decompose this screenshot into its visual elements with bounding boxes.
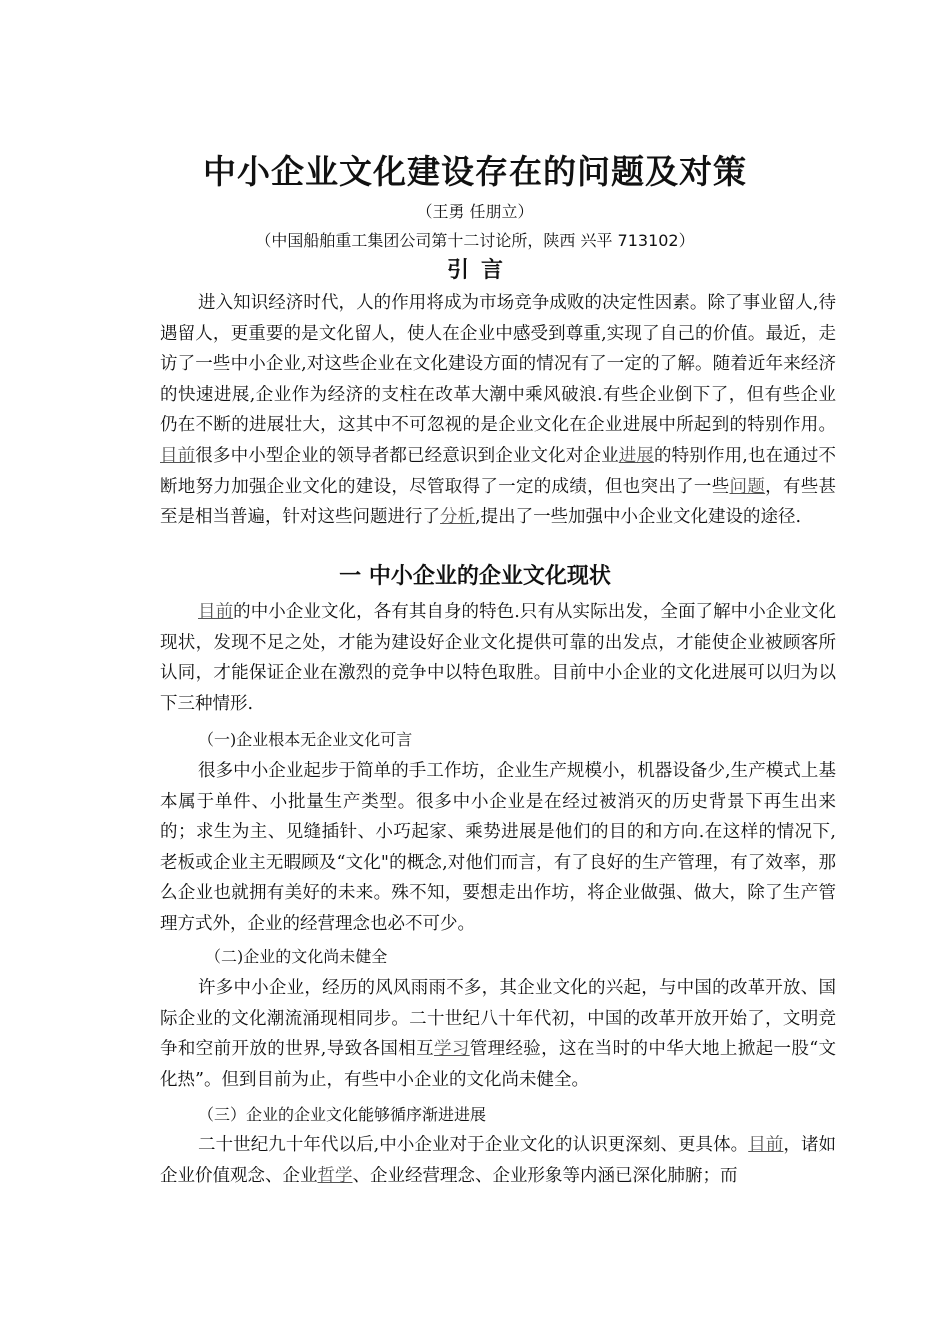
sub3-text-2: ，诸如企业价值观念、企业 [160,1135,837,1186]
sub2-text-1: 许多中小企业，经历的风风雨雨不多，其企业文化的兴起，与中国的改革开放、国际企业的文化潮流涌现相同步。二十世纪八十年代初，中国的改革开放开始了，文明竞争和空前开放的世界,导致各国相互 [160,978,836,1060]
sub3-text-3: 、企业经营理念、企业形象等内涵已深化肺腑；而 [352,1165,738,1186]
link-mu-qian-2[interactable]: 目前 [198,602,234,622]
subsection1-heading: （一)企业根本无企业文化可言 [198,730,413,749]
subsection1-paragraph: 很多中小企业起步于简单的手工作坊，企业生产规模小，机器设备少,生产模式上基本属于单件、小批量生产类型。很多中小企业是在经过被消灭的历史背景下再生出来的；求生为主、见缝插针、小巧起家、乘势进展是他们的目的和方向.在这样的情况下,老板或企业主无暇顾及“文化"的概念,对他们而言，有了良好的生产管理，有了效率，那么企业也就拥有美好的未来。殊不知，要想走出作坊，将企业做强、做大，除了生产管理方式外，企业的经营理念也必不可少。 [160,761,836,934]
document-title: 中小企业文化建设存在的问题及对策 [203,152,747,191]
intro-text-1: 进入知识经济时代，人的作用将成为市场竞争成败的决定性因素。除了事业留人,待遇留人，更重要的是文化留人，使人在企业中感受到尊重,实现了自己的价值。最近，走访了一些中小企业,对这些企业在文化建设方面的情况有了一定的了解。随着近年来经济的快速进展,企业作为经济的支柱在改革大潮中乘风破浪.有些企业倒下了，但有些企业仍在不断的进展壮大，这其中不可忽视的是企业文化在企业进展中所起到的特别作用。 [160,293,836,436]
intro-text-4: ，有些甚至是相当普遍，针对这些问题进行了 [160,476,837,528]
authors-line: （王勇 任朋立） [416,202,534,221]
intro-paragraph [160,288,836,533]
link-xue-xi[interactable]: 学习 [433,1039,470,1060]
link-jin-zhan[interactable]: 进展 [618,445,655,466]
sub3-text-1: 二十世纪九十年代以后,中小企业对于企业文化的认识更深刻、更具体。 [198,1135,749,1155]
sub2-text-2: 管理经验，这在当时的中华大地上掀起一股“文化热”。但到目前为止，有些中小企业的文化尚未健全。 [160,1039,837,1090]
link-wen-ti[interactable]: 问题 [729,476,766,497]
intro-text-5: ,提出了一些加强中小企业文化建设的途径. [475,507,802,528]
section1-text: 的中小企业文化，各有其自身的特色.只有从实际出发，全面了解中小企业文化现状，发现不足之处，才能为建设好企业文化提供可靠的出发点，才能使企业被顾客所认同，才能保证企业在激烈的竞争中以特色取胜。目前中小企业的文化进展可以归为以下三种情形. [160,602,837,714]
intro-text-2: 很多中小型企业的领导者都已经意识到企业文化对企业 [195,445,619,466]
section1-paragraph [160,597,836,719]
link-fen-xi[interactable]: 分析 [440,507,475,528]
intro-text-3: 的特别作用,也在通过不断地努力加强企业文化的建设，尽管取得了一定的成绩，但也突出了一些 [160,445,837,497]
section1-heading: 一 中小企业的企业文化现状 [339,564,611,589]
intro-heading: 引言 [446,258,515,283]
subsection3-paragraph [160,1130,836,1191]
link-zhe-xue[interactable]: 哲学 [317,1165,353,1186]
subsection2-heading: （二)企业的文化尚未健全 [205,947,388,966]
affiliation-line: （中国船舶重工集团公司第十二讨论所，陕西 兴平 713102） [255,231,695,250]
subsection3-heading: （三）企业的企业文化能够循序渐进进展 [198,1105,487,1124]
link-mu-qian-3[interactable]: 目前 [748,1135,784,1155]
subsection2-paragraph [160,973,836,1095]
link-mu-qian[interactable]: 目前 [160,445,196,466]
